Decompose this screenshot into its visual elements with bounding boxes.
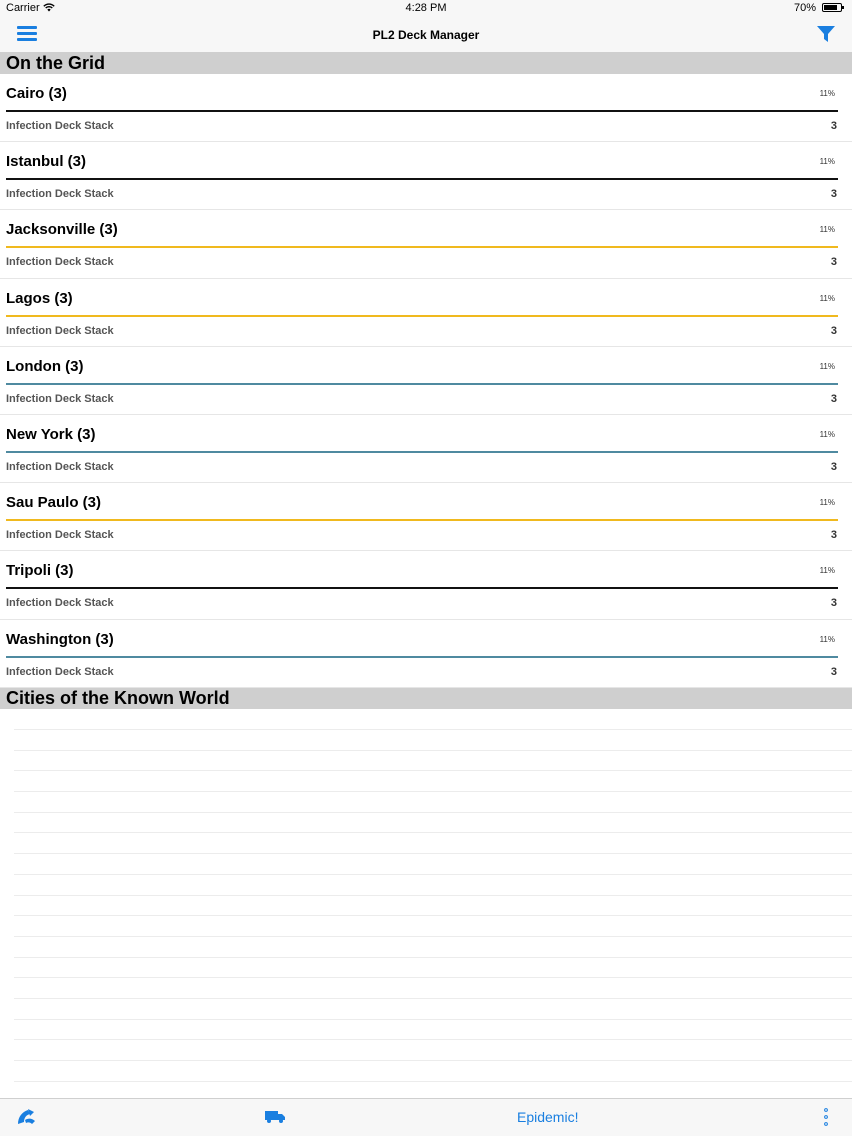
city-color-bar	[6, 246, 838, 248]
city-percent: 11%	[819, 157, 835, 167]
empty-list-line	[14, 1019, 852, 1040]
epidemic-button[interactable]: Epidemic!	[517, 1109, 579, 1125]
status-bar	[0, 0, 852, 16]
deck-stack-label: Infection Deck Stack	[6, 324, 114, 337]
empty-list-line	[14, 936, 852, 957]
city-percent: 11%	[819, 225, 835, 235]
deck-stack-count: 3	[830, 665, 837, 678]
battery-icon	[822, 3, 842, 12]
deck-stack-label: Infection Deck Stack	[6, 597, 114, 610]
city-color-bar	[6, 383, 838, 385]
known-world-empty-list	[14, 729, 852, 1101]
city-percent: 11%	[819, 634, 835, 644]
empty-list-line	[14, 1060, 852, 1081]
city-name: Jacksonville (3)	[6, 221, 118, 239]
city-color-bar	[6, 110, 838, 112]
empty-list-line	[14, 957, 852, 978]
empty-list-line	[14, 915, 852, 936]
city-name: Lagos (3)	[6, 289, 73, 307]
city-percent: 11%	[819, 566, 835, 576]
empty-list-line	[14, 977, 852, 998]
deck-stack-label: Infection Deck Stack	[6, 188, 114, 201]
carrier-label: Carrier	[6, 2, 40, 14]
city-name: Washington (3)	[6, 630, 114, 648]
city-name: Istanbul (3)	[6, 153, 87, 171]
empty-list-line	[14, 750, 852, 771]
deck-stack-count: 3	[830, 392, 837, 405]
deck-stack-label: Infection Deck Stack	[6, 256, 114, 269]
empty-list-line	[14, 1039, 852, 1060]
empty-list-line	[14, 770, 852, 791]
deck-stack-count: 3	[830, 120, 837, 132]
city-percent: 11%	[819, 293, 835, 303]
city-percent: 11%	[819, 498, 835, 508]
deck-stack-label: Infection Deck Stack	[6, 529, 114, 542]
deck-stack-label: Infection Deck Stack	[6, 392, 114, 405]
city-color-bar	[6, 451, 838, 453]
city-name: New York (3)	[6, 425, 96, 443]
deck-stack-label: Infection Deck Stack	[6, 665, 114, 678]
deck-stack-count: 3	[830, 256, 837, 269]
more-vertical-icon[interactable]	[824, 1108, 828, 1126]
section-header-on-the-grid: On the Grid	[0, 53, 852, 74]
deck-stack-count: 3	[830, 460, 837, 473]
table-row[interactable]	[0, 210, 852, 278]
table-row[interactable]	[0, 347, 852, 415]
city-name: Sau Paulo (3)	[6, 494, 102, 512]
city-name: London (3)	[6, 357, 84, 375]
bottom-toolbar	[0, 1098, 852, 1136]
city-name: Tripoli (3)	[6, 562, 74, 580]
empty-list-line	[14, 832, 852, 853]
navigation-bar	[0, 16, 852, 53]
deck-stack-count: 3	[830, 597, 837, 610]
city-percent: 11%	[819, 361, 835, 371]
biohazard-icon[interactable]	[16, 1108, 36, 1126]
deck-stack-count: 3	[830, 188, 837, 201]
table-row[interactable]	[0, 279, 852, 347]
city-percent: 11%	[819, 89, 835, 98]
deck-stack-label: Infection Deck Stack	[6, 120, 114, 132]
empty-list-line	[14, 895, 852, 916]
page-title: PL2 Deck Manager	[372, 28, 480, 42]
table-row[interactable]	[0, 483, 852, 551]
city-color-bar	[6, 315, 838, 317]
city-color-bar	[6, 587, 838, 589]
deck-stack-count: 3	[830, 324, 837, 337]
deck-stack-label: Infection Deck Stack	[6, 460, 114, 473]
table-row[interactable]	[0, 415, 852, 483]
city-name: Cairo (3)	[6, 85, 67, 102]
empty-list-line	[14, 853, 852, 874]
table-row[interactable]	[0, 142, 852, 210]
city-percent: 11%	[819, 429, 835, 439]
filter-funnel-icon[interactable]	[817, 25, 835, 43]
empty-list-line	[14, 874, 852, 895]
empty-list-line	[14, 998, 852, 1019]
grid-city-list	[0, 74, 852, 688]
battery-percent: 70%	[793, 2, 816, 14]
clock-label: 4:28 PM	[405, 2, 447, 14]
city-color-bar	[6, 656, 838, 658]
city-color-bar	[6, 178, 838, 180]
empty-list-line	[14, 791, 852, 812]
deck-stack-count: 3	[830, 529, 837, 542]
city-color-bar	[6, 519, 838, 521]
table-row[interactable]	[0, 620, 852, 688]
empty-list-line	[14, 812, 852, 833]
empty-list-line	[14, 729, 852, 750]
truck-icon[interactable]	[265, 1111, 286, 1123]
section-header-known-world: Cities of the Known World	[0, 688, 852, 709]
table-row[interactable]	[0, 74, 852, 142]
table-row[interactable]	[0, 551, 852, 619]
